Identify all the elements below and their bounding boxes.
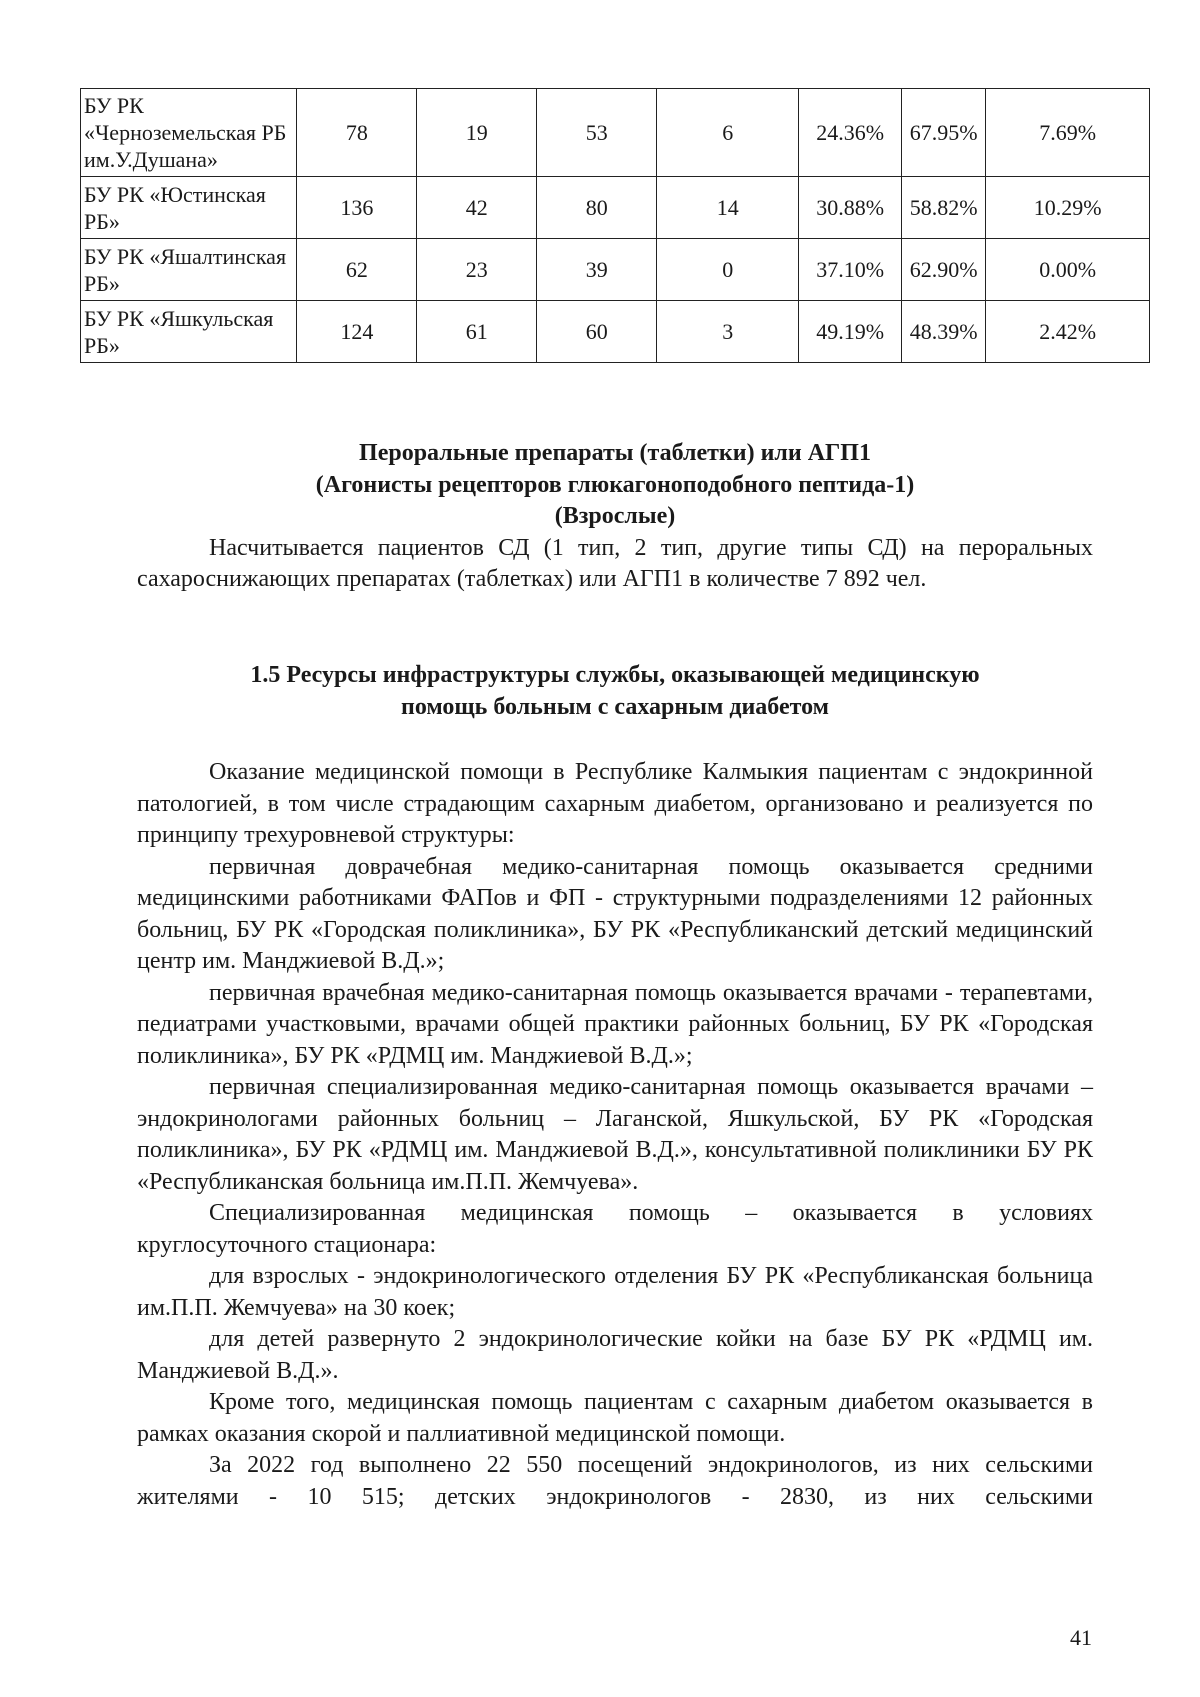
paragraph: первичная доврачебная медико-санитарная помощь оказывается средними медицинскими работниками ФАПов и ФП - структурными подразделениями 12 районных больниц, БУ РК «Городская поликлиника», БУ РК «Республиканский детский медицинский центр им. Манджиевой В.Д.»; bbox=[137, 853, 1093, 974]
section-heading: (Взрослые) bbox=[554, 503, 676, 529]
table-cell: 53 bbox=[537, 89, 657, 177]
table-cell: 6 bbox=[657, 89, 799, 177]
table-cell: 14 bbox=[657, 177, 799, 239]
paragraph: Насчитывается пациентов СД (1 тип, 2 тип, другие типы СД) на пероральных сахароснижающих препаратах (таблетках) или АГП1 в количестве 7 892 чел. bbox=[137, 534, 1093, 592]
section-oral-drugs bbox=[137, 438, 1093, 596]
table-row bbox=[81, 89, 1150, 177]
table-cell: 136 bbox=[297, 177, 417, 239]
table-cell: 62 bbox=[297, 239, 417, 301]
hospital-name-cell: БУ РК «Юстинская РБ» bbox=[81, 177, 297, 239]
table-cell: 3 bbox=[657, 301, 799, 363]
table-row bbox=[81, 239, 1150, 301]
table-cell: 19 bbox=[417, 89, 537, 177]
table-cell: 78 bbox=[297, 89, 417, 177]
table-cell: 30.88% bbox=[799, 177, 902, 239]
table-cell: 124 bbox=[297, 301, 417, 363]
statistics-table bbox=[80, 88, 1150, 363]
table-cell: 67.95% bbox=[902, 89, 986, 177]
table-cell: 37.10% bbox=[799, 239, 902, 301]
table-cell: 60 bbox=[537, 301, 657, 363]
paragraph: первичная врачебная медико-санитарная помощь оказывается врачами - терапевтами, педиатрами участковыми, врачами общей практики районных больниц, БУ РК «Городская поликлиника», БУ РК «РДМЦ им. Манджиевой В.Д.»; bbox=[137, 979, 1093, 1069]
paragraph: первичная специализированная медико-санитарная помощь оказывается врачами – эндокринологами районных больниц – Лаганской, Яшкульской, БУ РК «Городская поликлиника», БУ РК «РДМЦ им. Манджиевой В.Д.», консультативной поликлиники БУ РК «Республиканская больница им.П.П. Жемчуева». bbox=[137, 1074, 1093, 1195]
section-heading: Пероральные препараты (таблетки) или АГП1 bbox=[359, 440, 871, 466]
table-cell: 39 bbox=[537, 239, 657, 301]
table-cell: 24.36% bbox=[799, 89, 902, 177]
paragraph: Оказание медицинской помощи в Республике Калмыкия пациентам с эндокринной патологией, в том числе страдающим сахарным диабетом, организовано и реализуется по принципу трехуровневой структуры: bbox=[137, 759, 1093, 848]
table-cell: 49.19% bbox=[799, 301, 902, 363]
table-cell: 80 bbox=[537, 177, 657, 239]
table-cell: 61 bbox=[417, 301, 537, 363]
table-row bbox=[81, 301, 1150, 363]
paragraph: для взрослых - эндокринологического отделения БУ РК «Республиканская больница им.П.П. Жемчуева» на 30 коек; bbox=[137, 1263, 1093, 1321]
table-cell: 62.90% bbox=[902, 239, 986, 301]
paragraph: для детей развернуто 2 эндокринологические койки на базе БУ РК «РДМЦ им. Манджиевой В.Д.». bbox=[137, 1326, 1093, 1384]
table-cell: 58.82% bbox=[902, 177, 986, 239]
hospital-name-cell: БУ РК «Яшалтинская РБ» bbox=[81, 239, 297, 301]
table-cell: 23 bbox=[417, 239, 537, 301]
paragraph: Специализированная медицинская помощь – оказывается в условиях круглосуточного стационара: bbox=[137, 1200, 1093, 1258]
table-cell: 10.29% bbox=[986, 177, 1150, 239]
table-cell: 7.69% bbox=[986, 89, 1150, 177]
section-heading: (Агонисты рецепторов глюкагоноподобного пептида-1) bbox=[315, 471, 915, 498]
table-cell: 2.42% bbox=[986, 301, 1150, 363]
table-row bbox=[81, 177, 1150, 239]
table-cell: 42 bbox=[417, 177, 537, 239]
paragraph: За 2022 год выполнено 22 550 посещений эндокринологов, из них сельскими жителями - 10 515; детских эндокринологов - 2830, из них сельскими bbox=[137, 1452, 1093, 1510]
table-cell: 0.00% bbox=[986, 239, 1150, 301]
section-heading: помощь больным с сахарным диабетом bbox=[400, 693, 829, 720]
table-cell: 0 bbox=[657, 239, 799, 301]
page-number: 41 bbox=[1070, 1625, 1092, 1650]
paragraph: Кроме того, медицинская помощь пациентам с сахарным диабетом оказывается в рамках оказания скорой и паллиативной медицинской помощи. bbox=[137, 1389, 1093, 1447]
hospital-name-cell: БУ РК «Яшкульская РБ» bbox=[81, 301, 297, 363]
table-cell: 48.39% bbox=[902, 301, 986, 363]
section-infrastructure bbox=[137, 660, 1093, 723]
section-infrastructure-body bbox=[137, 757, 1093, 1513]
hospital-name-cell: БУ РК «Черноземельская РБ им.У.Душана» bbox=[81, 89, 297, 177]
section-heading: 1.5 Ресурсы инфраструктуры службы, оказывающей медицинскую bbox=[250, 662, 980, 688]
